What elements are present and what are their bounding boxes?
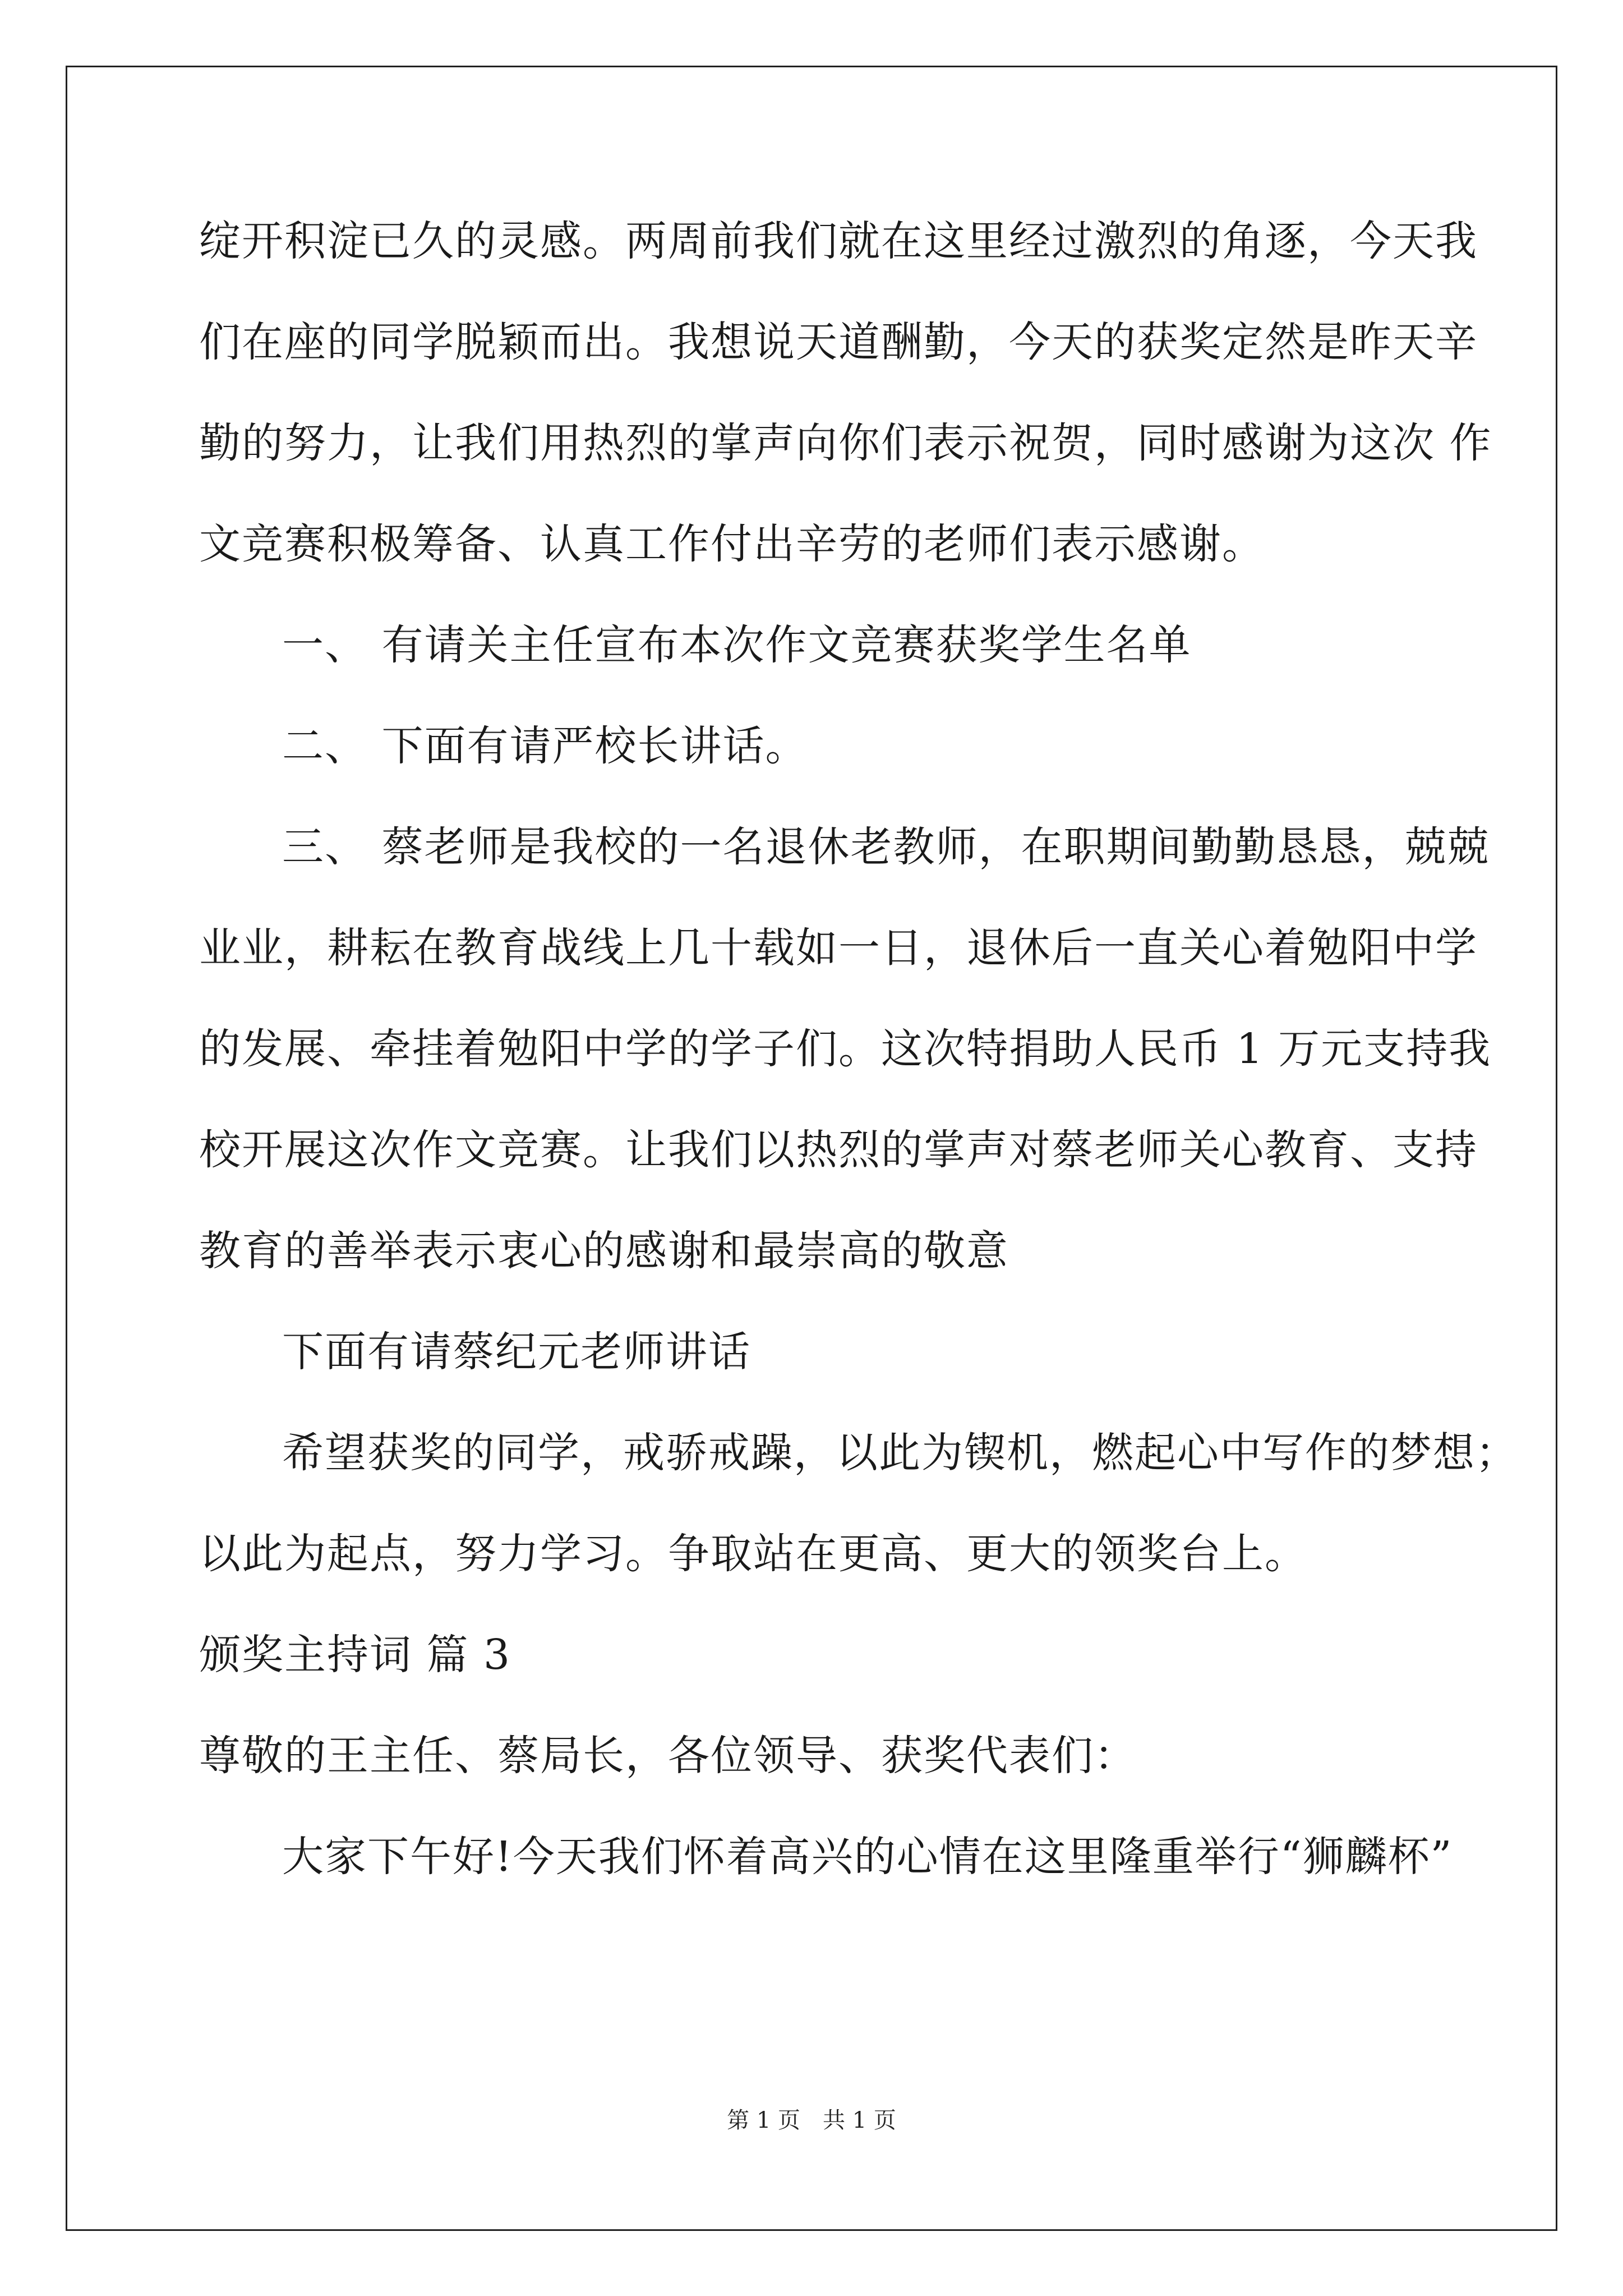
list-item-3: 三、 蔡老师是我校的一名退休老教师，在职期间勤勤恳恳，兢兢	[282, 823, 1490, 871]
body-line-10: 校开展这次作文竞赛。让我们以热烈的掌声对蔡老师关心教育、支持	[199, 1126, 1478, 1174]
body-line-11: 教育的善举表示衷心的感谢和最崇高的敬意	[199, 1227, 1009, 1275]
body-line-9: 的发展、牵挂着勉阳中学的学子们。这次特捐助人民币 1 万元支持我	[199, 1025, 1492, 1073]
body-line-14: 以此为起点，努力学习。争取站在更高、更大的领奖台上。	[199, 1530, 1307, 1578]
body-line-2: 们在座的同学脱颖而出。我想说天道酬勤，今天的获奖定然是昨天辛	[199, 318, 1478, 366]
body-line-4: 文竞赛积极筹备、认真工作付出辛劳的老师们表示感谢。	[199, 520, 1265, 568]
page-number-footer: 第 1 页 共 1 页	[727, 2108, 896, 2133]
body-line-3: 勤的努力，让我们用热烈的掌声向你们表示祝贺，同时感谢为这次 作	[199, 419, 1492, 467]
body-line-1: 绽开积淀已久的灵感。两周前我们就在这里经过激烈的角逐，今天我	[199, 217, 1478, 265]
body-line-12: 下面有请蔡纪元老师讲话	[282, 1328, 751, 1376]
body-line-13: 希望获奖的同学，戒骄戒躁，以此为锲机，燃起心中写作的梦想；	[282, 1429, 1518, 1477]
list-item-1: 一、 有请关主任宣布本次作文竞赛获奖学生名单	[282, 621, 1192, 669]
list-item-2: 二、 下面有请严校长讲话。	[282, 722, 808, 770]
body-line-8: 业业，耕耘在教育战线上几十载如一日，退休后一直关心着勉阳中学	[199, 924, 1478, 972]
section-heading: 颁奖主持词 篇 3	[199, 1631, 511, 1679]
body-line-17: 大家下午好!今天我们怀着高兴的心情在这里隆重举行“狮麟杯”	[282, 1833, 1453, 1881]
salutation-line: 尊敬的王主任、蔡局长，各位领导、获奖代表们：	[199, 1732, 1137, 1780]
